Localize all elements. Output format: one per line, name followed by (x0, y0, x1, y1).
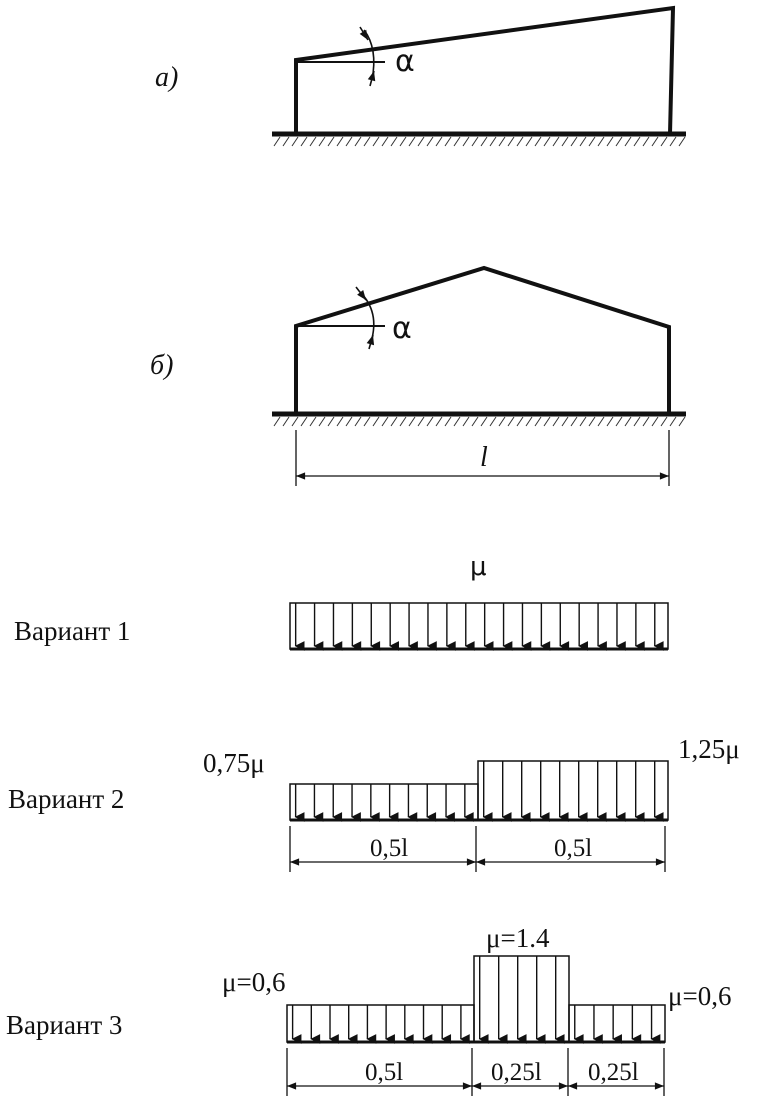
figure-b-angle-arc (360, 292, 374, 342)
hatch-stroke (346, 417, 352, 426)
figure-a-angle-arc (364, 30, 374, 80)
figure-a-ground-hatching (274, 137, 685, 146)
variant-3-dim-center-label: 0,25l (491, 1059, 542, 1086)
hatch-stroke (508, 417, 514, 426)
variant-2-dim-left-label: 0,5l (370, 835, 409, 862)
hatch-stroke (634, 417, 640, 426)
variant-1-load-block (290, 603, 668, 649)
hatch-stroke (346, 137, 352, 146)
hatch-stroke (553, 417, 559, 426)
variant-2-left-arrows (296, 784, 465, 817)
figure-a-frame (296, 8, 673, 134)
hatch-stroke (670, 137, 676, 146)
hatch-stroke (355, 417, 361, 426)
hatch-stroke (661, 417, 667, 426)
hatch-stroke (355, 137, 361, 146)
hatch-stroke (589, 137, 595, 146)
hatch-stroke (274, 417, 280, 426)
figure-b-span-label: l (480, 442, 488, 473)
hatch-stroke (445, 137, 451, 146)
hatch-stroke (625, 137, 631, 146)
hatch-stroke (409, 417, 415, 426)
hatch-stroke (580, 137, 586, 146)
hatch-stroke (526, 417, 532, 426)
figure-a (155, 8, 686, 146)
hatch-stroke (499, 137, 505, 146)
hatch-stroke (409, 137, 415, 146)
hatch-stroke (328, 417, 334, 426)
hatch-stroke (652, 137, 658, 146)
variant-3-left-arrows (293, 1005, 461, 1039)
hatch-stroke (481, 417, 487, 426)
variant-2-right-load-block (478, 761, 668, 820)
hatch-stroke (436, 417, 442, 426)
hatch-stroke (643, 137, 649, 146)
hatch-stroke (310, 137, 316, 146)
variant-1 (14, 552, 668, 649)
hatch-stroke (454, 417, 460, 426)
variant-3-right-load-block (569, 1005, 665, 1042)
figure-a-label: а) (155, 62, 179, 93)
hatch-stroke (544, 137, 550, 146)
variant-2 (8, 734, 740, 872)
hatch-stroke (310, 417, 316, 426)
hatch-stroke (670, 417, 676, 426)
hatch-stroke (283, 137, 289, 146)
hatch-stroke (337, 417, 343, 426)
hatch-stroke (490, 417, 496, 426)
hatch-stroke (319, 417, 325, 426)
variant-2-right-load-label: 1,25μ (678, 734, 740, 764)
variant-1-title: Вариант 1 (14, 616, 131, 646)
hatch-stroke (382, 137, 388, 146)
hatch-stroke (418, 417, 424, 426)
hatch-stroke (373, 417, 379, 426)
hatch-stroke (679, 417, 685, 426)
variant-2-title: Вариант 2 (8, 784, 125, 814)
hatch-stroke (364, 137, 370, 146)
hatch-stroke (400, 417, 406, 426)
figure-b (150, 268, 686, 486)
hatch-stroke (427, 137, 433, 146)
hatch-stroke (283, 417, 289, 426)
hatch-stroke (517, 137, 523, 146)
hatch-stroke (391, 137, 397, 146)
hatch-stroke (661, 137, 667, 146)
hatch-stroke (508, 137, 514, 146)
hatch-stroke (418, 137, 424, 146)
hatch-stroke (301, 417, 307, 426)
hatch-stroke (274, 137, 280, 146)
hatch-stroke (544, 417, 550, 426)
figure-b-ground-hatching (274, 417, 685, 426)
figure-b-label: б) (150, 350, 174, 381)
variant-1-load-arrows (296, 603, 655, 646)
variant-3-dim-left-label: 0,5l (365, 1059, 404, 1086)
hatch-stroke (427, 417, 433, 426)
variant-3-left-load-label: μ=0,6 (222, 967, 286, 997)
hatch-stroke (463, 137, 469, 146)
hatch-stroke (445, 417, 451, 426)
hatch-stroke (517, 417, 523, 426)
hatch-stroke (292, 417, 298, 426)
figure-b-angle-arrow-bottom (369, 335, 373, 349)
hatch-stroke (571, 417, 577, 426)
figure-b-frame (296, 268, 669, 414)
hatch-stroke (589, 417, 595, 426)
hatch-stroke (490, 137, 496, 146)
hatch-stroke (454, 137, 460, 146)
hatch-stroke (598, 417, 604, 426)
hatch-stroke (319, 137, 325, 146)
hatch-stroke (301, 137, 307, 146)
hatch-stroke (481, 137, 487, 146)
hatch-stroke (616, 137, 622, 146)
hatch-stroke (562, 137, 568, 146)
hatch-stroke (580, 417, 586, 426)
hatch-stroke (364, 417, 370, 426)
hatch-stroke (526, 137, 532, 146)
variant-3-center-load-label: μ=1.4 (486, 923, 550, 953)
hatch-stroke (571, 137, 577, 146)
hatch-stroke (679, 137, 685, 146)
variant-2-right-arrows (484, 761, 655, 817)
hatch-stroke (472, 417, 478, 426)
variant-3-center-load-block (474, 956, 569, 1042)
hatch-stroke (436, 137, 442, 146)
hatch-stroke (472, 137, 478, 146)
hatch-stroke (400, 137, 406, 146)
hatch-stroke (616, 417, 622, 426)
hatch-stroke (292, 137, 298, 146)
variant-3-center-arrows (480, 956, 556, 1039)
hatch-stroke (652, 417, 658, 426)
variant-3 (6, 923, 731, 1096)
variant-2-left-load-block (290, 784, 478, 820)
hatch-stroke (499, 417, 505, 426)
variant-2-dim-right-label: 0,5l (554, 835, 593, 862)
figure-b-angle-label: α (392, 311, 412, 346)
hatch-stroke (535, 417, 541, 426)
hatch-stroke (643, 417, 649, 426)
variant-3-title: Вариант 3 (6, 1010, 123, 1040)
hatch-stroke (535, 137, 541, 146)
figure-a-angle-label: α (395, 44, 415, 79)
variant-3-left-load-block (287, 1005, 474, 1042)
hatch-stroke (463, 417, 469, 426)
variant-1-load-label: μ (470, 552, 487, 582)
hatch-stroke (607, 137, 613, 146)
variant-3-right-load-label: μ=0,6 (668, 981, 732, 1011)
variant-3-right-arrows (575, 1005, 652, 1039)
variant-2-left-load-label: 0,75μ (203, 748, 265, 778)
hatch-stroke (598, 137, 604, 146)
hatch-stroke (562, 417, 568, 426)
hatch-stroke (337, 137, 343, 146)
hatch-stroke (634, 137, 640, 146)
hatch-stroke (607, 417, 613, 426)
hatch-stroke (382, 417, 388, 426)
hatch-stroke (328, 137, 334, 146)
figure-b-angle-arrow-top (356, 287, 366, 300)
variant-3-dim-right-label: 0,25l (588, 1059, 639, 1086)
figure-a-angle-arrow-bottom (370, 71, 374, 86)
hatch-stroke (373, 137, 379, 146)
hatch-stroke (625, 417, 631, 426)
hatch-stroke (391, 417, 397, 426)
hatch-stroke (553, 137, 559, 146)
